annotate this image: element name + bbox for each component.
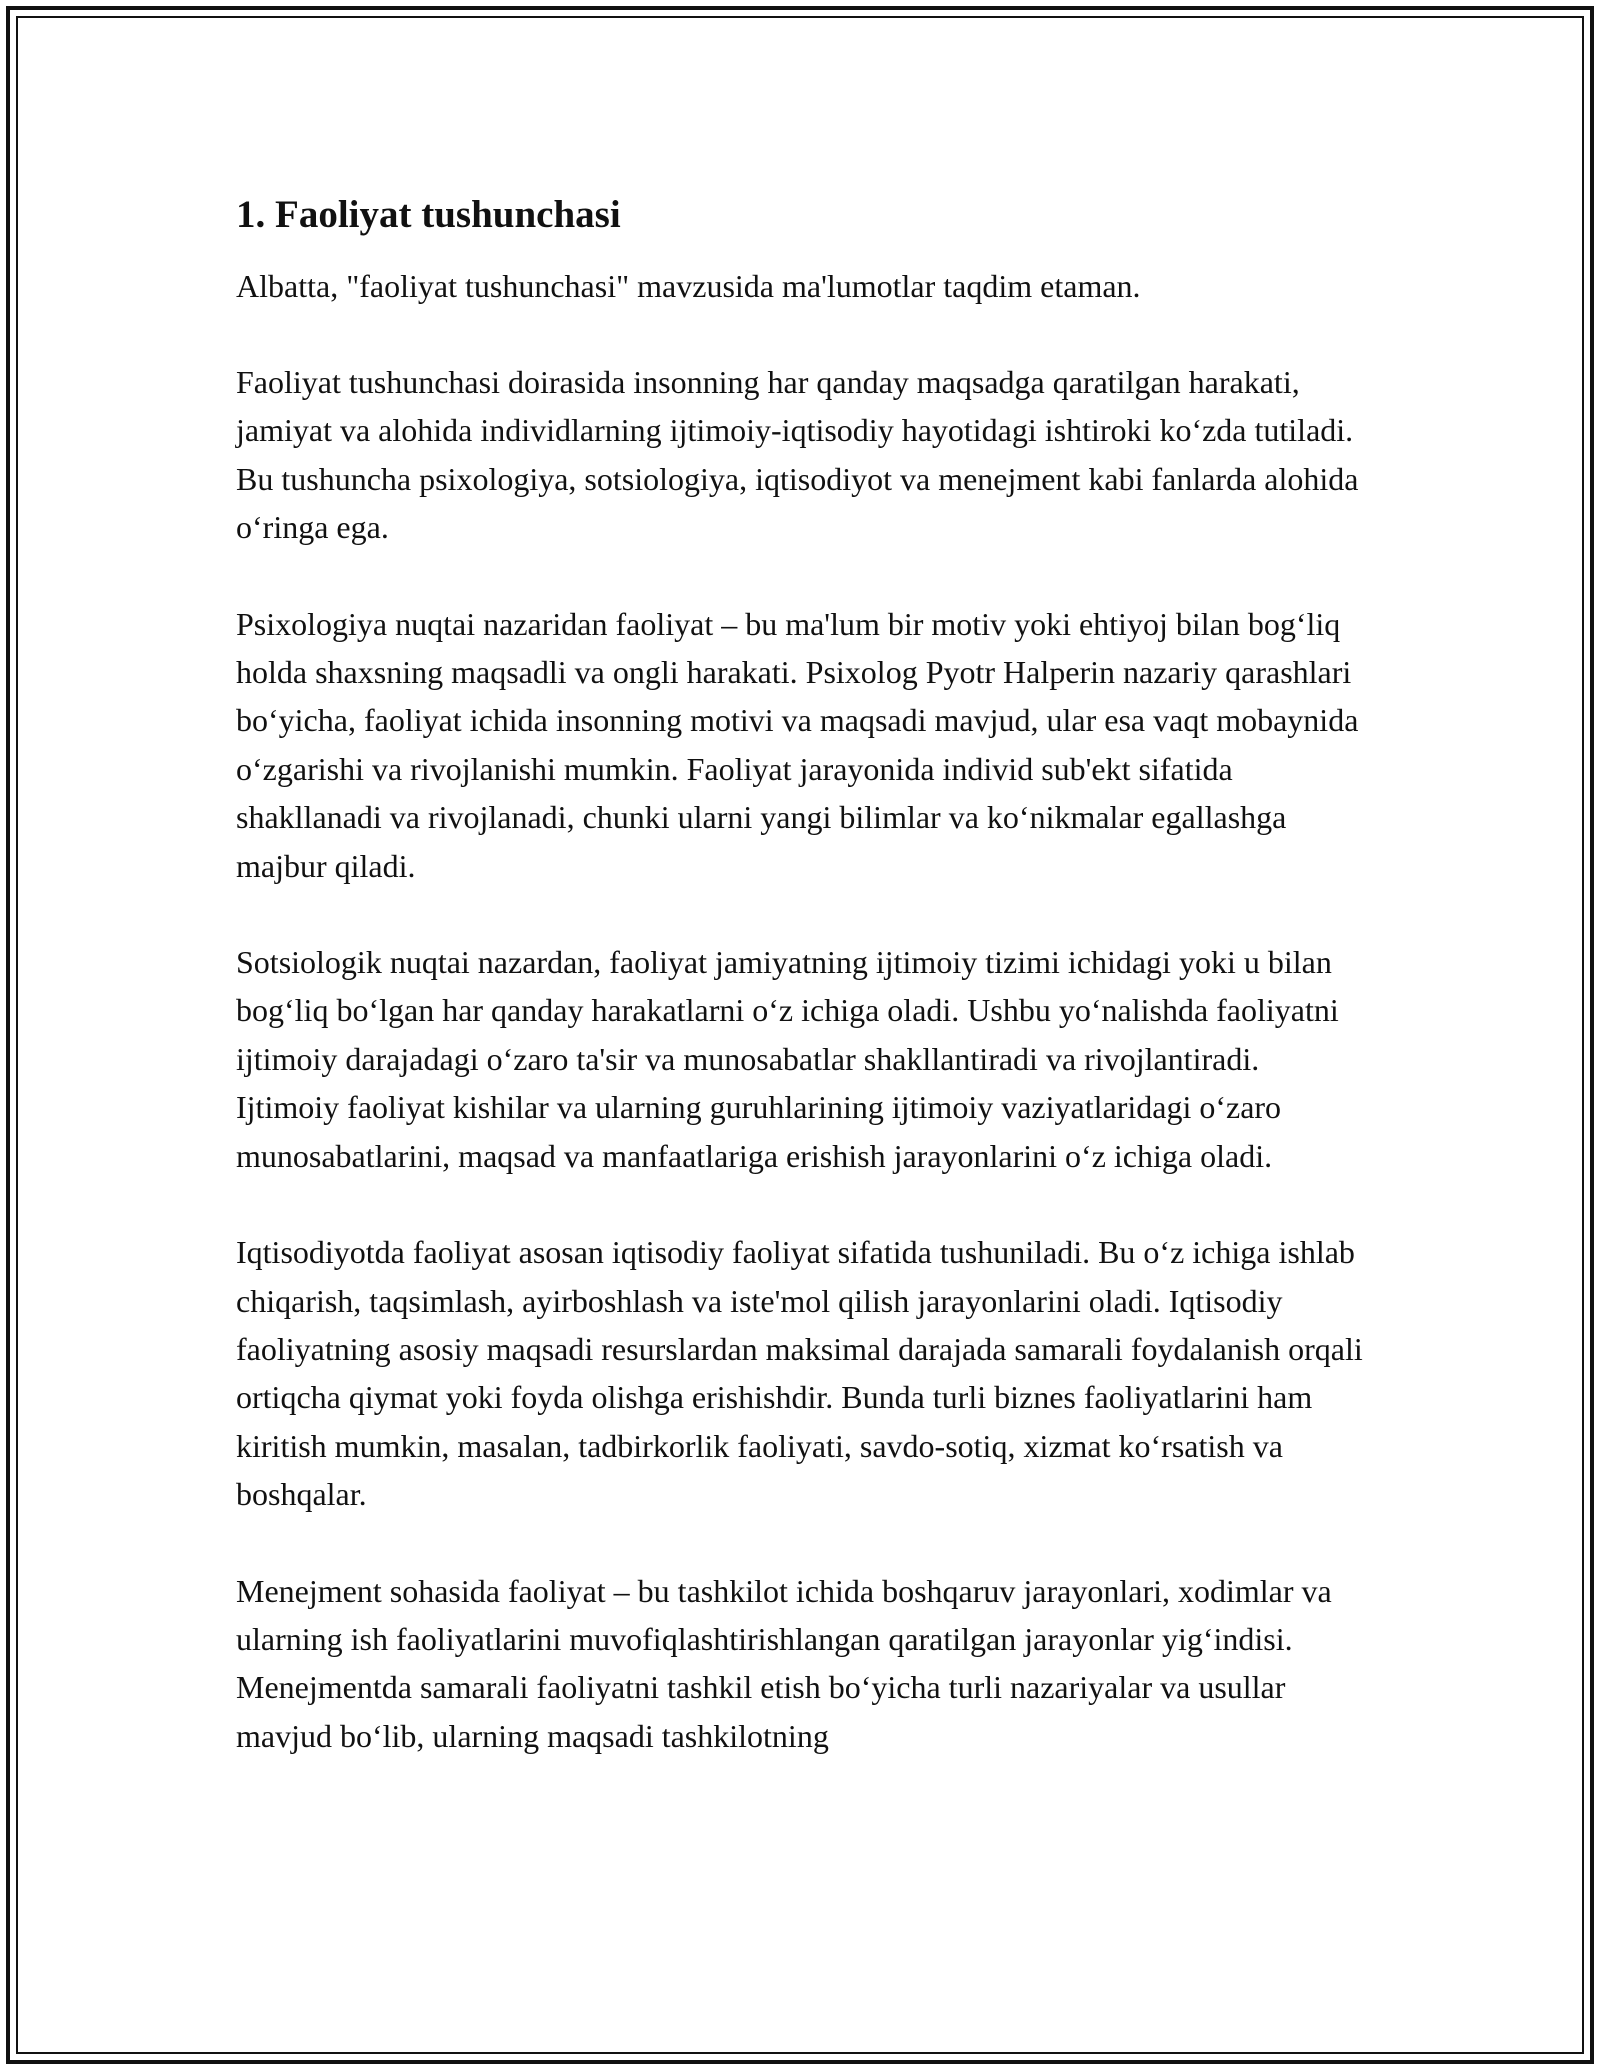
paragraph-sociology: Sotsiologik nuqtai nazardan, faoliyat jamiyatning ijtimoiy tizimi ichidagi yoki u bilan bogʻliq boʻlgan har qanday harakatlarni oʻz ichiga oladi. Ushbu yoʻnalishda faoliyatni ijtimoiy darajadagi oʻzaro ta'sir va munosabatlar shakllantiradi va rivojlantiradi. Ijtimoiy faoliyat kishilar va ularning guruhlarining ijtimoiy vaziyatlaridagi oʻzaro munosabatlarini, maqsad va manfaatlariga erishish jarayonlarini oʻz ichiga oladi. — [236, 944, 1339, 1174]
intro-paragraph: Albatta, "faoliyat tushunchasi" mavzusida ma'lumotlar taqdim etaman. — [236, 268, 1141, 304]
document-body — [236, 180, 1366, 1808]
paragraph-management: Menejment sohasida faoliyat – bu tashkilot ichida boshqaruv jarayonlari, xodimlar va ularning ish faoliyatlarini muvofiqlashtirishlangan qaratilgan jarayonlar yigʻindisi. Menejmentda samarali faoliyatni tashkil etish boʻyicha turli nazariyalar va usullar mavjud boʻlib, ularning maqsadi tashkilotning — [236, 1572, 1332, 1754]
section-heading: 1. Faoliyat tushunchasi — [236, 193, 621, 236]
paragraph-psychology: Psixologiya nuqtai nazaridan faoliyat – bu ma'lum bir motiv yoki ehtiyoj bilan bogʻliq holda shaxsning maqsadli va ongli harakati. Psixolog Pyotr Halperin nazariy qarashlari boʻyicha, faoliyat ichida insonning motivi va maqsadi mavjud, ular esa vaqt mobaynida oʻzgarishi va rivojlanishi mumkin. Faoliyat jarayonida individ sub'ekt sifatida shakllanadi va rivojlanadi, chunki ularni yangi bilimlar va koʻnikmalar egallashga majbur qiladi. — [236, 605, 1359, 884]
paragraph-definition: Faoliyat tushunchasi doirasida insonning har qanday maqsadga qaratilgan harakati, jamiyat va alohida individlarning ijtimoiy-iqtisodiy hayotidagi ishtiroki koʻzda tutiladi. Bu tushuncha psixologiya, sotsiologiya, iqtisodiyot va menejment kabi fanlarda alohida oʻringa ega. — [236, 364, 1359, 546]
paragraph-economics: Iqtisodiyotda faoliyat asosan iqtisodiy faoliyat sifatida tushuniladi. Bu oʻz ichiga ishlab chiqarish, taqsimlash, ayirboshlash va iste'mol qilish jarayonlarini oladi. Iqtisodiy faoliyatning asosiy maqsadi resurslardan maksimal darajada samarali foydalanish orqali ortiqcha qiymat yoki foyda olishga erishishdir. Bunda turli biznes faoliyatlarini ham kiritish mumkin, masalan, tadbirkorlik faoliyati, savdo-sotiq, xizmat koʻrsatish va boshqalar. — [236, 1234, 1363, 1513]
